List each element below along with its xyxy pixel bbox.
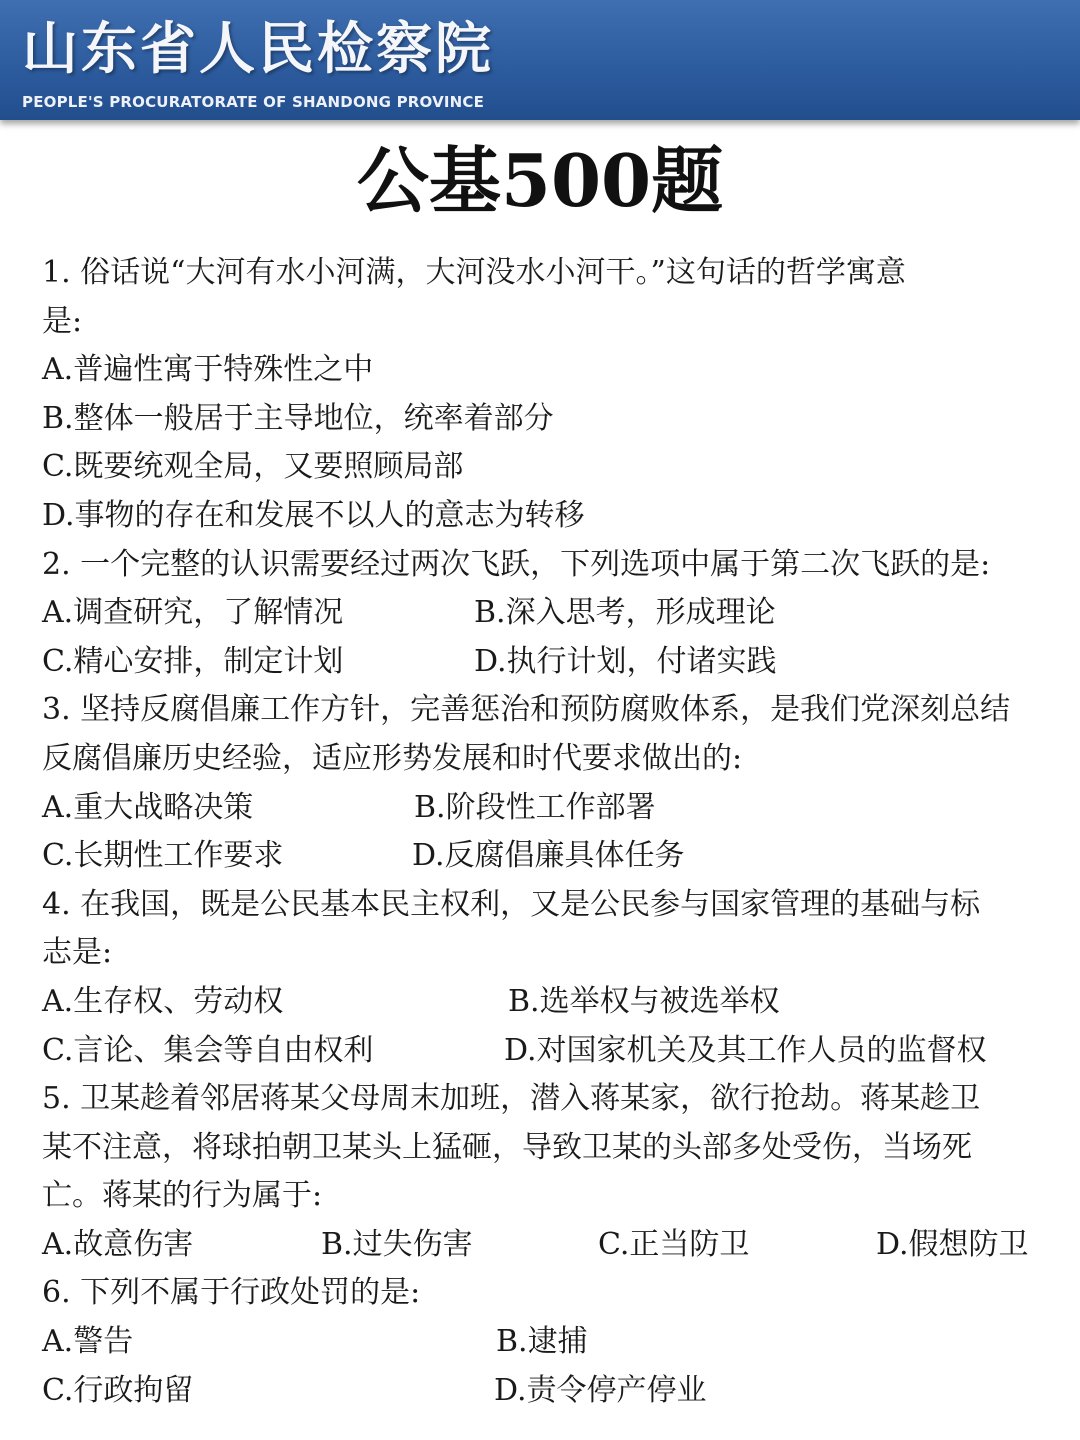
question-2-stem-line-1: 2. 一个完整的认识需要经过两次飞跃，下列选项中属于第二次飞跃的是:: [42, 546, 991, 582]
question-6-stem-line-1: 6. 下列不属于行政处罚的是:: [42, 1275, 421, 1311]
question-5-stem-line-2: 某不注意，将球拍朝卫某头上猛砸，导致卫某的头部多处受伤，当场死: [42, 1129, 972, 1165]
question-5-stem-line-1: 5. 卫某趁着邻居蒋某父母周末加班，潜入蒋某家，欲行抢劫。蒋某趁卫: [42, 1081, 981, 1117]
org-name: 山东省人民检察院: [22, 16, 494, 82]
question-4-option-d: D.对国家机关及其工作人员的监督权: [504, 1032, 987, 1068]
question-6: [42, 1269, 1052, 1415]
page-title: 公基500题: [356, 138, 724, 223]
question-2-option-b: B.深入思考，形成理论: [474, 595, 776, 631]
question-1-option-a: A.普遍性寓于特殊性之中: [42, 352, 374, 388]
question-1-stem-line-1: 1. 俗话说“大河有水小河满，大河没水小河干。”这句话的哲学寓意: [42, 255, 906, 290]
question-4-option-b: B.选举权与被选举权: [508, 983, 780, 1019]
question-6-option-b: B.逮捕: [496, 1324, 588, 1360]
question-4-stem-line-2: 志是:: [42, 935, 113, 971]
question-3-stem-line-2: 反腐倡廉历史经验，适应形势发展和时代要求做出的:: [42, 740, 743, 776]
question-2-option-a: A.调查研究，了解情况: [42, 595, 344, 631]
question-2-option-d: D.执行计划，付诸实践: [474, 643, 777, 679]
question-4-stem-line-1: 4. 在我国，既是公民基本民主权利，又是公民参与国家管理的基础与标: [42, 886, 981, 922]
question-2: [42, 541, 1052, 687]
question-list: [42, 249, 1052, 1415]
question-1: [42, 249, 1052, 541]
question-1-option-b: B.整体一般居于主导地位，统率着部分: [42, 400, 554, 436]
question-4: [42, 881, 1052, 1075]
question-1-stem-line-2: 是:: [42, 303, 83, 339]
header-banner: [0, 0, 1080, 120]
question-5-option-a: A.故意伤害: [42, 1226, 194, 1262]
question-5-option-d: D.假想防卫: [876, 1226, 1029, 1262]
question-3-option-b: B.阶段性工作部署: [414, 789, 656, 825]
question-1-option-d: D.事物的存在和发展不以人的意志为转移: [42, 497, 585, 533]
question-5: [42, 1075, 1052, 1269]
question-4-option-a: A.生存权、劳动权: [42, 983, 284, 1019]
question-3-option-c: C.长期性工作要求: [42, 838, 284, 874]
question-6-option-a: A.警告: [42, 1324, 134, 1360]
question-3: [42, 686, 1052, 880]
question-5-stem-line-3: 亡。蒋某的行为属于:: [42, 1178, 323, 1214]
question-3-stem-line-1: 3. 坚持反腐倡廉工作方针，完善惩治和预防腐败体系，是我们党深刻总结: [42, 692, 1011, 728]
question-3-option-a: A.重大战略决策: [42, 789, 254, 825]
question-4-option-c: C.言论、集会等自由权利: [42, 1032, 374, 1068]
question-1-option-c: C.既要统观全局，又要照顾局部: [42, 449, 464, 485]
question-6-option-d: D.责令停产停业: [494, 1372, 707, 1408]
question-3-option-d: D.反腐倡廉具体任务: [412, 838, 685, 874]
question-6-option-c: C.行政拘留: [42, 1372, 194, 1408]
question-2-option-c: C.精心安排，制定计划: [42, 643, 344, 679]
org-name-english: PEOPLE'S PROCURATORATE OF SHANDONG PROVINCE: [22, 93, 485, 111]
question-5-option-c: C.正当防卫: [598, 1226, 750, 1262]
question-5-option-b: B.过失伤害: [321, 1226, 473, 1262]
